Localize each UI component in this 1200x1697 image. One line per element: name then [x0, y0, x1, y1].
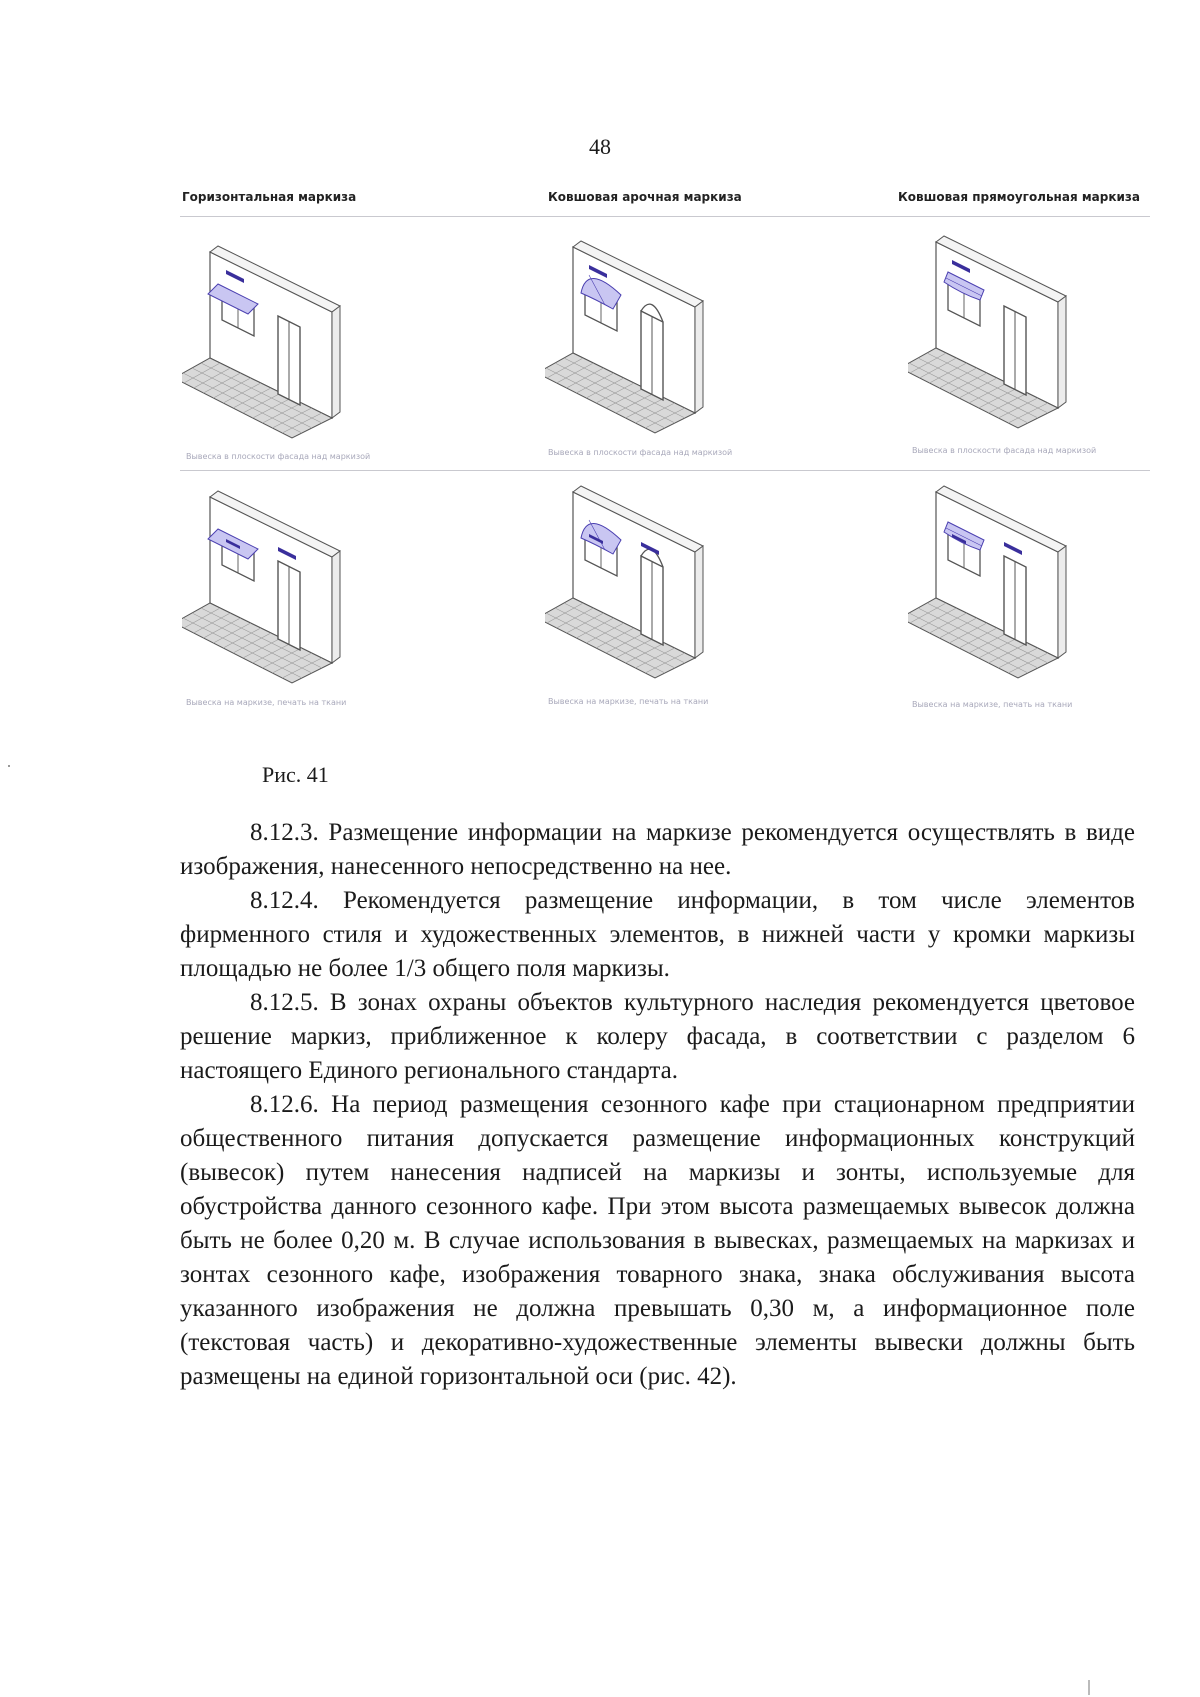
caption-rect-bottom: Вывеска на маркизе, печать на ткани [912, 700, 1073, 709]
body-text [180, 816, 1135, 1394]
caption-arch-bottom: Вывеска на маркизе, печать на ткани [548, 697, 709, 706]
column-header-horizontal: Горизонтальная маркиза [182, 190, 357, 204]
facade-side [695, 301, 703, 413]
facade-side [332, 306, 340, 418]
facade-side [1058, 296, 1066, 408]
paragraph-8-12-4: 8.12.4. Рекомендуется размещение информации, в том числе элементов фирменного стиля и художественных элементов, в нижней части у кромки маркизы площадью не более 1/3 общего поля маркизы. [180, 887, 1135, 982]
illustration-horizontal-print-on-awning [182, 485, 402, 685]
illustration-arch-sign-on-facade [545, 235, 765, 435]
illustration-rect-print-on-awning [908, 480, 1128, 680]
scan-dot [8, 765, 10, 767]
column-header-rect: Ковшовая прямоугольная маркиза [898, 190, 1140, 204]
scan-mark [1088, 1680, 1090, 1695]
figure-caption: Рис. 41 [262, 762, 329, 787]
paragraph-8-12-5: 8.12.5. В зонах охраны объектов культурного наследия рекомендуется цветовое решение маркиз, приближенное к колеру фасада, в соответствии с разделом 6 настоящего Единого регионального стандарта. [180, 989, 1135, 1084]
caption-rect-top: Вывеска в плоскости фасада над маркизой [912, 446, 1097, 455]
column-header-arch: Ковшовая арочная маркиза [548, 190, 742, 204]
middle-rule [180, 470, 1150, 471]
illustration-rect-sign-on-facade [908, 230, 1128, 430]
facade-side [332, 551, 340, 663]
header-rule [180, 216, 1150, 217]
caption-horizontal-top: Вывеска в плоскости фасада над маркизой [186, 452, 371, 461]
facade-side [695, 546, 703, 658]
facade-side [1058, 546, 1066, 658]
paragraph-8-12-3: 8.12.3. Размещение информации на маркизе рекомендуется осуществлять в виде изображения, нанесенного непосредственно на нее. [180, 819, 1135, 880]
illustration-horizontal-sign-on-facade [182, 240, 402, 440]
illustration-arch-print-on-awning [545, 480, 765, 680]
paragraph-8-12-6: 8.12.6. На период размещения сезонного кафе при стационарном предприятии общественного питания допускается размещение информационных конструкций (вывесок) путем нанесения надписей на маркизы и зонты, используемые для обустройства данного сезонного кафе. При этом высота размещаемых вывесок должна быть не более 0,20 м. В случае использования в вывесках, размещаемых на маркизах и зонтах сезонного кафе, изображения товарного знака, знака обслуживания высота указанного изображения не должна превышать 0,30 м, а информационное поле (текстовая часть) и декоративно-художественные элементы вывески должны быть размещены на единой горизонтальной оси (рис. 42). [180, 1091, 1135, 1390]
caption-arch-top: Вывеска в плоскости фасада над маркизой [548, 448, 733, 457]
caption-horizontal-bottom: Вывеска на маркизе, печать на ткани [186, 698, 347, 707]
page-number: 48 [589, 134, 611, 159]
